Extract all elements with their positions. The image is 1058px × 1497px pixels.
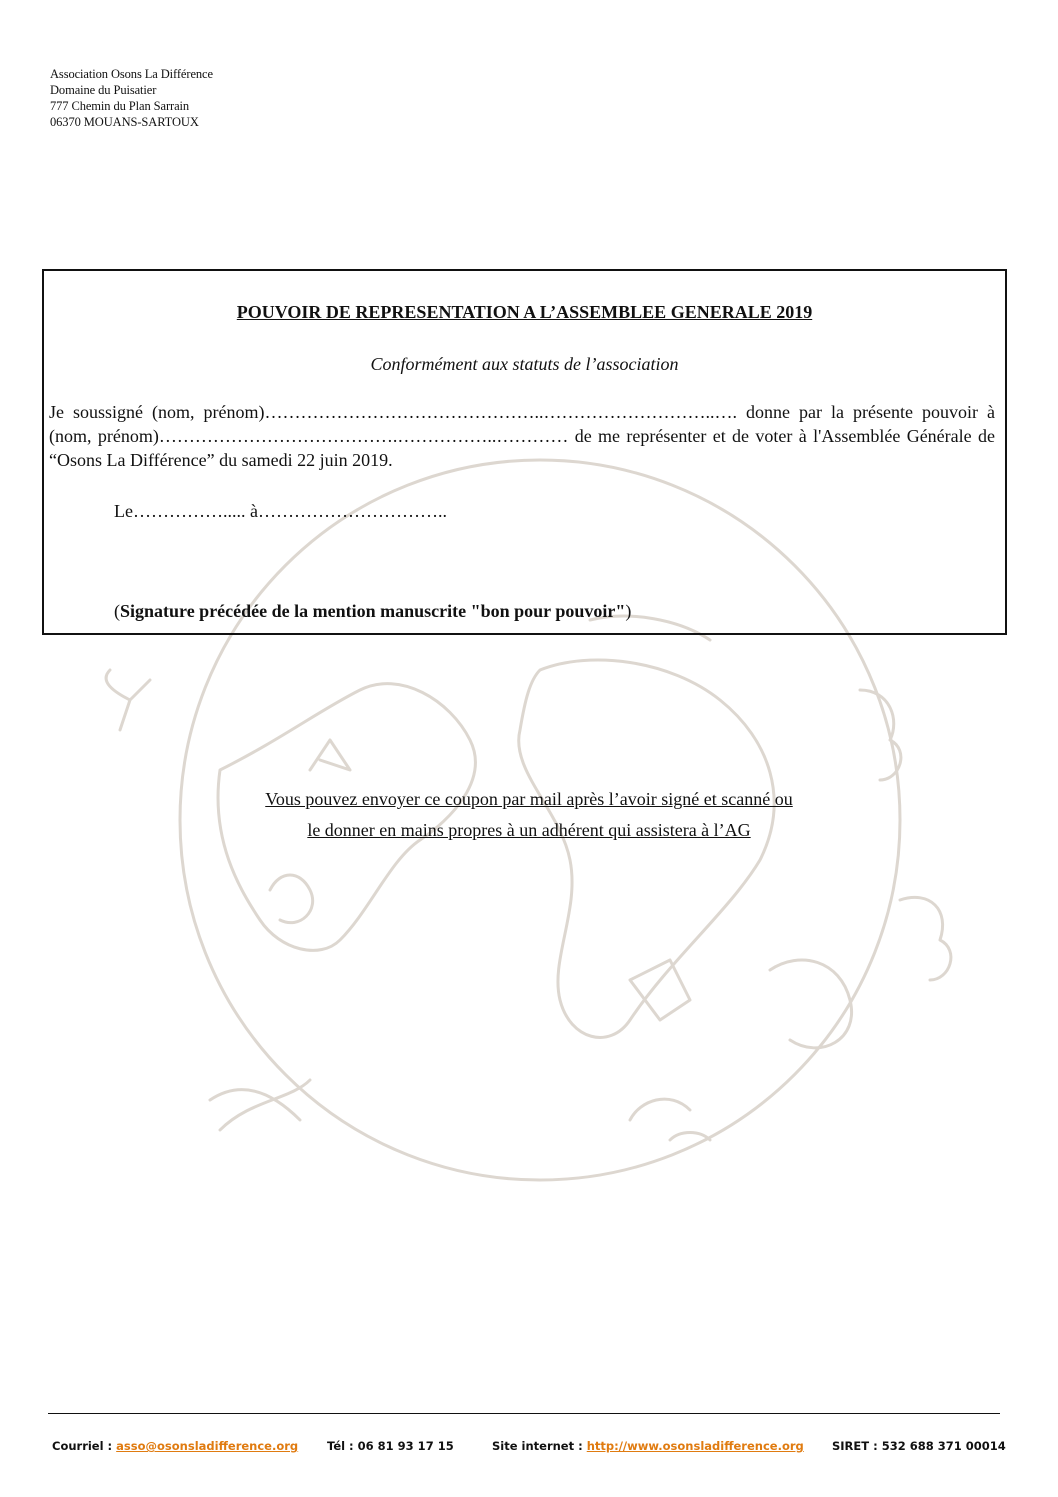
footer-phone: Tél : 06 81 93 17 15 [327, 1439, 454, 1453]
signature-instruction [114, 601, 631, 622]
footer-site [492, 1439, 804, 1453]
signature-paren-close: ) [625, 601, 632, 621]
address-line: Association Osons La Différence [50, 67, 213, 81]
email-link[interactable]: asso@osonsladifference.org [116, 1439, 299, 1453]
signature-paren-open: ( [114, 601, 120, 621]
signature-text: Signature précédée de la mention manuscrite "bon pour pouvoir" [120, 601, 626, 621]
notice-line-1: Vous pouvez envoyer ce coupon par mail après l’avoir signé et scanné ou [265, 789, 793, 809]
site-link[interactable]: http://www.osonsladifference.org [586, 1439, 804, 1453]
form-body-text: Je soussigné (nom, prénom)………………………………………..………………………..…. donne par la présente pouvoir à (nom, prénom)………………………………….……………..………… de me représenter et de voter à l'Assemblée Générale de “Osons La Différence” du samedi 22 juin 2019. [49, 402, 995, 470]
footer-divider [48, 1413, 1000, 1414]
notice-line-2: le donner en mains propres à un adhérent qui assistera à l’AG [307, 820, 751, 840]
address-line: 777 Chemin du Plan Sarrain [50, 99, 190, 113]
proxy-form-box [42, 269, 1007, 635]
form-subtitle: Conformément aux statuts de l’association [370, 354, 679, 374]
sender-address [50, 66, 213, 130]
footer-email [52, 1439, 298, 1453]
date-place-line: Le……………..... à………………………….. [114, 501, 447, 521]
email-label: Courriel : [52, 1439, 117, 1453]
sending-notice [0, 784, 1058, 846]
form-title: POUVOIR DE REPRESENTATION A L’ASSEMBLEE GENERALE 2019 [236, 302, 813, 322]
site-label: Site internet : [492, 1439, 587, 1453]
address-line: 06370 MOUANS-SARTOUX [50, 115, 199, 129]
address-line: Domaine du Puisatier [50, 83, 157, 97]
footer-siret: SIRET : 532 688 371 00014 [832, 1439, 1006, 1453]
